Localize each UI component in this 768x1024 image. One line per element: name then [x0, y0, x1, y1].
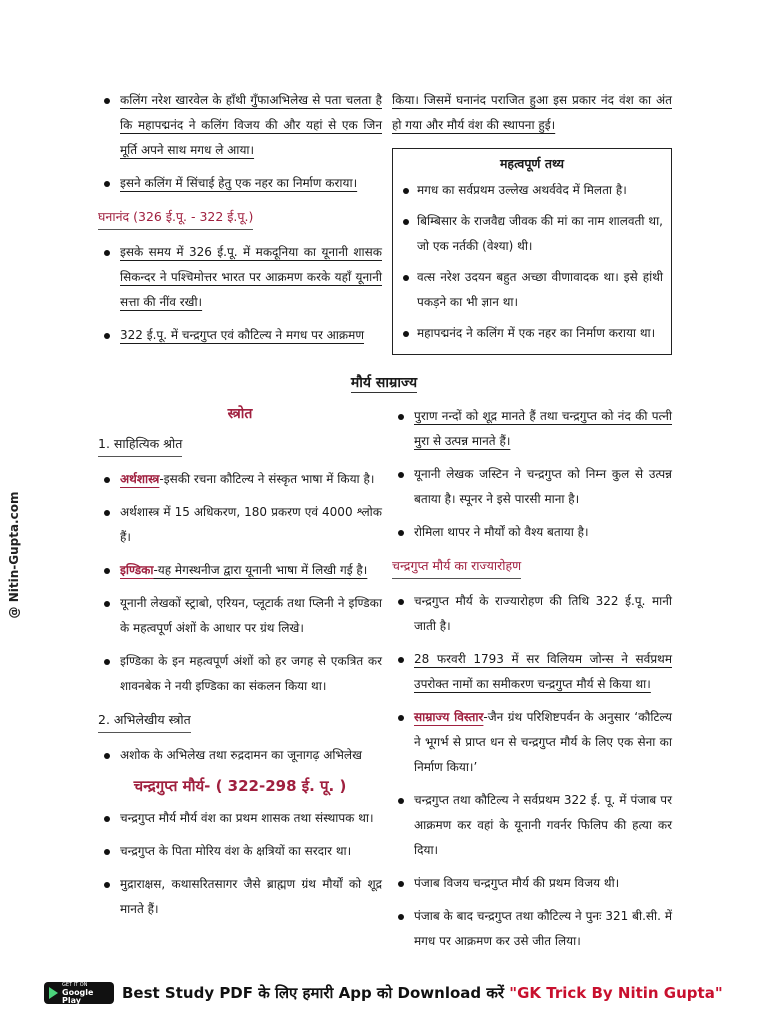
bullet-icon [104, 181, 110, 187]
bullet-icon [104, 849, 110, 855]
bullet-icon [398, 798, 404, 804]
badge-big-text: Google Play [62, 988, 94, 1005]
bullet-icon [104, 510, 110, 516]
list-item [392, 404, 672, 454]
footer-app-name: "GK Trick By Nitin Gupta" [509, 984, 723, 1002]
item-text: 322 ई.पू. में चन्द्रगुप्त एवं कौटिल्य ने मगध पर आक्रमण [120, 328, 365, 342]
continuation-text [392, 88, 672, 138]
item-text: मुद्राराक्षस, कथासरितसागर जैसे ब्राह्मण ग्रंथ मौर्यों को शूद्र मानते हैं। [120, 877, 382, 916]
list-item [98, 839, 382, 864]
bullet-icon [104, 477, 110, 483]
list-item [98, 88, 382, 163]
arthashastra-label: अर्थशास्त्र [120, 472, 160, 486]
item-text: अशोक के अभिलेख तथा रुद्रदामन का जूनागढ़ अभिलेख [120, 748, 362, 762]
list-item [98, 649, 382, 699]
list-item [392, 520, 672, 545]
list-item [98, 171, 382, 196]
list-item [392, 904, 672, 954]
list-item [392, 788, 672, 863]
list-item [98, 591, 382, 641]
list-item [98, 806, 382, 831]
item-text: मगध का सर्वप्रथम उल्लेख अथर्ववेद में मिलता है। [417, 183, 627, 197]
top-left-column [98, 88, 382, 356]
item-text: कलिंग नरेश खारवेल के हाँथी गुँफाअभिलेख से पता चलता है कि महापद्मनंद ने कलिंग विजय की और यहां से एक जिन मूर्ति अपने साथ मगध ले आया। [120, 93, 382, 157]
footer-text [122, 983, 723, 1003]
bullet-icon [398, 599, 404, 605]
item-text: इसके समय में 326 ई.पू. में मकदूनिया का यूनानी शासक सिकन्दर ने पश्चिमोत्तर भारत पर आक्रमण करके यहाँ यूनानी सत्ता की नींव रखी। [120, 245, 382, 309]
bullet-icon [104, 568, 110, 574]
item-text: यूनानी लेखक जस्टिन ने चन्द्रगुप्त को निम्न कुल से उत्पन्न बताया है। स्पूनर ने इसे पारसी माना है। [414, 467, 672, 506]
item-text: चन्द्रगुप्त मौर्य के राज्यारोहण की तिथि 322 ई.पू. मानी जाती है। [414, 594, 672, 633]
footer-banner [44, 981, 744, 1005]
item-text: चन्द्रगुप्त तथा कौटिल्य ने सर्वप्रथम 322 ई. पू. में पंजाब पर आक्रमण कर वहां के यूनानी गवर्नर फिलिप की हत्या कर दिया। [414, 793, 672, 857]
accession-heading: चन्द्रगुप्त मौर्य का राज्यारोहण [392, 555, 521, 579]
list-item [392, 871, 672, 896]
item-text: पंजाब के बाद चन्द्रगुप्त तथा कौटिल्य ने पुनः 321 बी.सी. में मगध पर आक्रमण कर उसे जीत लिया। [414, 909, 672, 948]
list-item [392, 462, 672, 512]
list-item [98, 240, 382, 315]
watermark-text: @ Nitin-Gupta.com [7, 491, 21, 619]
item-text: 28 फरवरी 1793 में सर विलियम जोन्स ने सर्वप्रथम उपरोक्त नामों का समीकरण चन्द्रगुप्त मौर्य से किया था। [414, 652, 672, 691]
list-item [401, 178, 663, 203]
bullet-icon [104, 816, 110, 822]
play-store-icon [49, 987, 58, 999]
list-item [98, 467, 382, 492]
literary-source-heading: 1. साहित्यिक श्रोत [98, 433, 182, 457]
list-item [392, 647, 672, 697]
bullet-icon [104, 250, 110, 256]
bullet-icon [104, 601, 110, 607]
bottom-right-column [392, 404, 672, 962]
watermark-website [4, 470, 24, 640]
badge-small-text: GET IT ON [62, 982, 88, 988]
item-text: इण्डिका के इन महत्वपूर्ण अंशों को हर जगह से एकत्रित कर शावनबेक ने नयी इण्डिका का संकलन किया था। [120, 654, 382, 693]
footer-main-text: Best Study PDF के लिए हमारी App को Download करें [122, 984, 505, 1002]
item-text: पंजाब विजय चन्द्रगुप्त मौर्य की प्रथम विजय थी। [414, 876, 620, 890]
bullet-icon [403, 331, 409, 337]
list-item [98, 558, 382, 583]
item-text: चन्द्रगुप्त मौर्य मौर्य वंश का प्रथम शासक तथा संस्थापक था। [120, 811, 374, 825]
continuation-span: किया। जिसमें घनानंद पराजित हुआ इस प्रकार नंद वंश का अंत हो गया और मौर्य वंश की स्थापना हुई। [392, 93, 672, 132]
item-text: पुराण नन्दों को शूद्र मानते हैं तथा चन्द्रगुप्त को नंद की पत्नी मुरा से उत्पन्न मानते हैं। [414, 409, 672, 448]
bullet-icon [398, 881, 404, 887]
bullet-icon [403, 219, 409, 225]
item-text: अर्थशास्त्र में 15 अधिकरण, 180 प्रकरण एवं 4000 श्लोक हैं। [120, 505, 382, 544]
bullet-icon [104, 333, 110, 339]
item-text: -इसकी रचना कौटिल्य ने संस्कृत भाषा में किया है। [159, 472, 375, 486]
list-item [98, 323, 382, 348]
list-item [392, 589, 672, 639]
important-facts-box [392, 148, 672, 355]
bullet-icon [403, 275, 409, 281]
bullet-icon [104, 882, 110, 888]
item-text: यूनानी लेखकों स्ट्राबो, एरियन, प्लूटार्क तथा प्लिनी ने इण्डिका के महत्वपूर्ण अंशों के आधार पर ग्रंथ लिखे। [120, 596, 382, 635]
bullet-icon [403, 188, 409, 194]
section-title [0, 372, 768, 392]
bullet-icon [398, 472, 404, 478]
item-text: चन्द्रगुप्त के पिता मोरिय वंश के क्षत्रियों का सरदार था। [120, 844, 352, 858]
bullet-icon [398, 530, 404, 536]
bullet-icon [398, 715, 404, 721]
item-text: -जैन ग्रंथ परिशिष्टपर्वन के अनुसार ‘कौटिल्य ने भूगर्भ से प्राप्त धन से चन्द्रगुप्त मौर्य के लिए एक सेना का निर्माण किया।’ [414, 710, 672, 774]
bullet-icon [104, 659, 110, 665]
expansion-label: साम्राज्य विस्तार [414, 710, 484, 724]
badge-text [62, 981, 109, 1005]
list-item [401, 209, 663, 259]
bullet-icon [104, 753, 110, 759]
section-title-text: मौर्य साम्राज्य [350, 375, 418, 391]
item-text: -यह मेगस्थनीज द्वारा यूनानी भाषा में लिखी गई है। [153, 563, 368, 577]
list-item [98, 872, 382, 922]
bullet-icon [398, 657, 404, 663]
list-item [401, 321, 663, 346]
box-title: महत्वपूर्ण तथ्य [499, 156, 565, 171]
list-item [392, 705, 672, 780]
list-item [98, 743, 382, 768]
google-play-badge[interactable] [44, 982, 114, 1004]
bullet-icon [398, 914, 404, 920]
item-text: वत्स नरेश उदयन बहुत अच्छा वीणावादक था। इसे हांथी पकड़ने का भी ज्ञान था। [417, 270, 663, 309]
top-right-column [392, 88, 672, 355]
indika-label: इण्डिका [120, 563, 154, 577]
source-title: स्त्रोत [227, 406, 253, 422]
bullet-icon [398, 414, 404, 420]
inscription-source-heading: 2. अभिलेखीय स्त्रोत [98, 709, 191, 733]
dhananand-heading: घनानंद (326 ई.पू. - 322 ई.पू.) [98, 206, 253, 230]
list-item [98, 500, 382, 550]
item-text: इसने कलिंग में सिंचाई हेतु एक नहर का निर्माण कराया। [120, 176, 358, 190]
item-text: महापद्मनंद ने कलिंग में एक नहर का निर्माण कराया था। [417, 326, 656, 340]
item-text: रोमिला थापर ने मौर्यों को वैश्य बताया है। [414, 525, 589, 539]
bottom-left-column [98, 404, 382, 930]
list-item [401, 265, 663, 315]
chandragupta-heading: चन्द्रगुप्त मौर्य- ( 322-298 ई. पू. ) [133, 777, 347, 795]
bullet-icon [104, 98, 110, 104]
item-text: बिम्बिसार के राजवैद्य जीवक की मां का नाम शालवती था, जो एक नर्तकी (वेश्या) थी। [417, 214, 663, 253]
